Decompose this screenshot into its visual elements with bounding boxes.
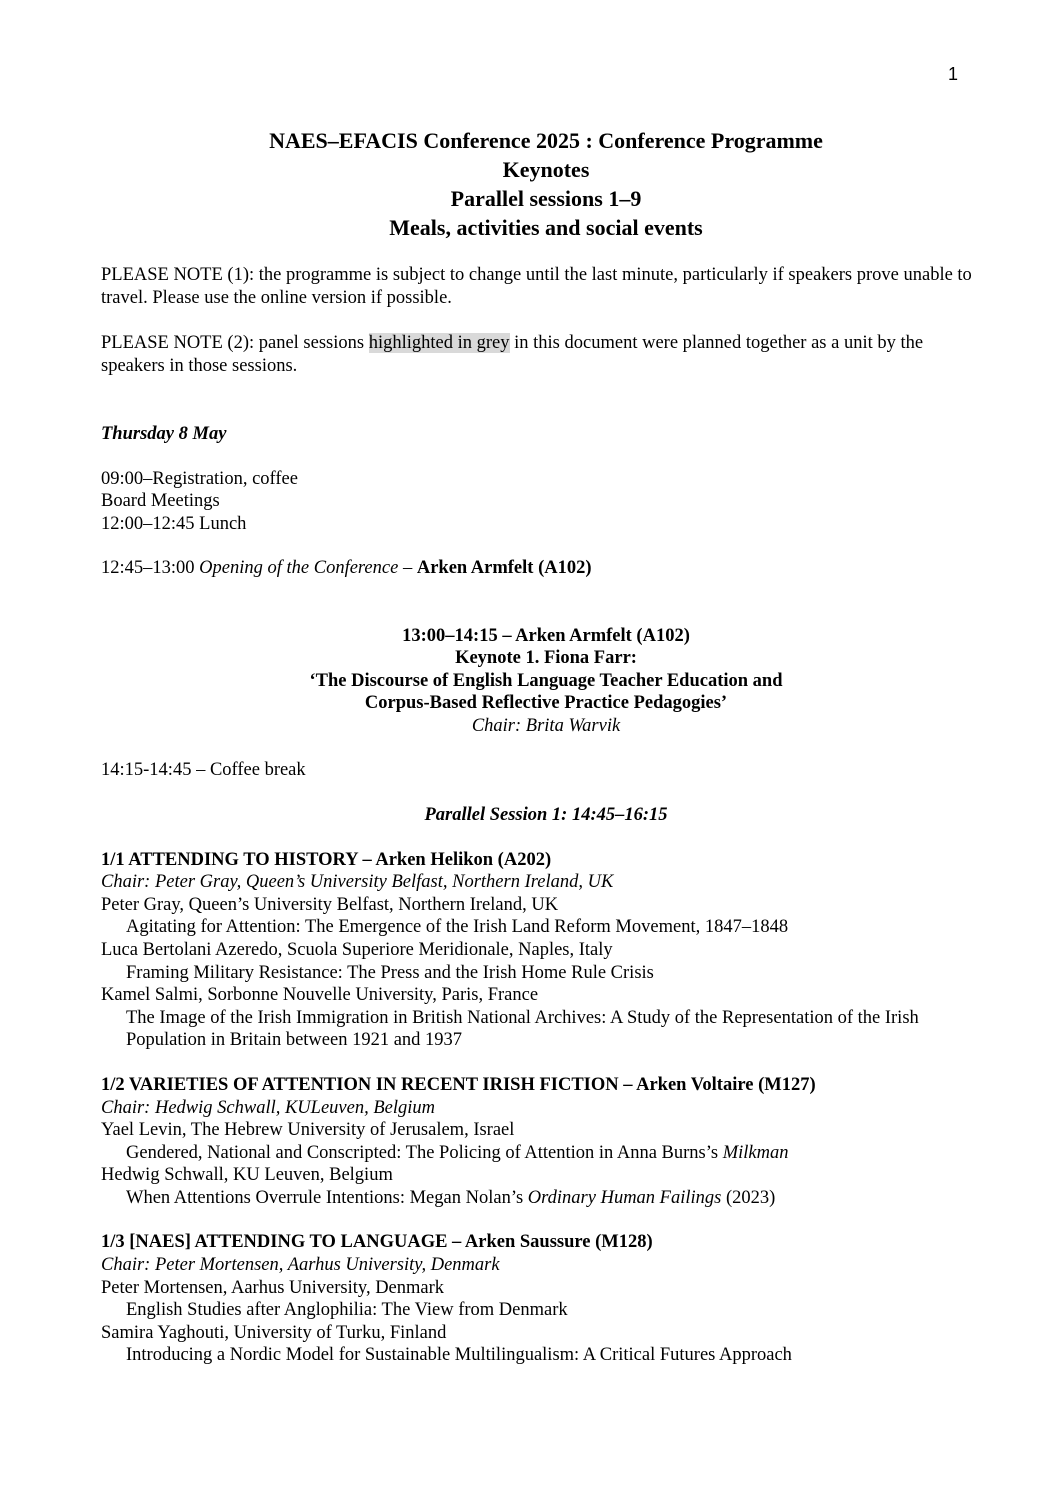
document-title — [101, 126, 991, 242]
page-content — [101, 126, 991, 1367]
note-2 — [101, 332, 991, 378]
session-1-1 — [101, 849, 991, 1052]
title-line: NAES–EFACIS Conference 2025 : Conference Programme — [269, 128, 823, 153]
note-1: PLEASE NOTE (1): the programme is subject to change until the last minute, particularly if speakers prove unable to travel. Please use the online version if possible. — [101, 265, 972, 308]
title-line: Meals, activities and social events — [389, 215, 703, 240]
keynote-block — [101, 625, 991, 738]
keynote-time-venue: 13:00–14:15 – Arken Armfelt (A102) — [402, 625, 690, 646]
speaker: Luca Bertolani Azeredo, Scuola Superiore Meridionale, Naples, Italy — [101, 939, 613, 960]
talk-title-italic: Ordinary Human Failings — [527, 1187, 722, 1208]
session-heading: 1/3 [NAES] ATTENDING TO LANGUAGE – Arken Saussure (M128) — [101, 1232, 653, 1253]
talk-title: Agitating for Attention: The Emergence of the Irish Land Reform Movement, 1847–1848 — [126, 917, 789, 938]
session-chair: Chair: Peter Gray, Queen’s University Belfast, Northern Ireland, UK — [101, 872, 614, 893]
speaker: Peter Mortensen, Aarhus University, Denmark — [101, 1277, 445, 1298]
speaker: Hedwig Schwall, KU Leuven, Belgium — [101, 1165, 393, 1186]
title-line: Parallel sessions 1–9 — [450, 186, 642, 211]
session-1-2 — [101, 1074, 991, 1210]
talk-title-cont: Population in Britain between 1921 and 1937 — [126, 1030, 463, 1051]
opening-event: Opening of the Conference — [199, 558, 399, 579]
talk-title-italic: Milkman — [722, 1142, 789, 1163]
talk-title: English Studies after Anglophilia: The View from Denmark — [126, 1300, 568, 1321]
talk-title: Framing Military Resistance: The Press and the Irish Home Rule Crisis — [126, 962, 654, 983]
talk-title-suffix: (2023) — [721, 1187, 776, 1208]
opening-sep: – — [398, 558, 417, 579]
session-chair: Chair: Hedwig Schwall, KULeuven, Belgium — [101, 1097, 435, 1118]
keynote-talk-line: ‘The Discourse of English Language Teacher Education and — [309, 670, 783, 691]
talk-title: The Image of the Irish Immigration in British National Archives: A Study of the Representation of the Irish — [126, 1007, 919, 1028]
speaker: Samira Yaghouti, University of Turku, Finland — [101, 1322, 447, 1343]
page-number: 1 — [947, 64, 958, 84]
keynote-title: Keynote 1. Fiona Farr: — [455, 648, 637, 669]
parallel-session-heading: Parallel Session 1: 14:45–16:15 — [424, 805, 668, 826]
keynote-talk-line: Corpus-Based Reflective Practice Pedagogies’ — [364, 693, 728, 714]
grey-highlight: highlighted in grey — [368, 333, 510, 353]
speaker: Peter Gray, Queen’s University Belfast, Northern Ireland, UK — [101, 894, 559, 915]
talk-title-text: Gendered, National and Conscripted: The Policing of Attention in Anna Burns’s — [126, 1142, 723, 1163]
session-chair: Chair: Peter Mortensen, Aarhus University, Denmark — [101, 1255, 500, 1276]
note-2-before: PLEASE NOTE (2): panel sessions — [101, 333, 369, 353]
schedule-item: 09:00–Registration, coffee — [101, 468, 298, 489]
coffee-break: 14:15-14:45 – Coffee break — [101, 760, 306, 781]
speaker: Kamel Salmi, Sorbonne Nouvelle University, Paris, France — [101, 985, 539, 1006]
talk-title: Introducing a Nordic Model for Sustainable Multilingualism: A Critical Futures Approach — [126, 1345, 792, 1366]
opening-venue: Arken Armfelt (A102) — [416, 558, 592, 579]
day-heading: Thursday 8 May — [101, 424, 227, 444]
talk-title — [101, 1142, 991, 1165]
note-2-after: in this document were planned together as a unit by the speakers in those sessions. — [101, 333, 924, 376]
opening-time: 12:45–13:00 — [101, 558, 200, 579]
session-heading: 1/2 VARIETIES OF ATTENTION IN RECENT IRISH FICTION – Arken Voltaire (M127) — [101, 1074, 816, 1095]
session-heading: 1/1 ATTENDING TO HISTORY – Arken Helikon (A202) — [101, 849, 552, 870]
schedule-item: 12:00–12:45 Lunch — [101, 513, 247, 534]
session-1-3 — [101, 1231, 991, 1367]
title-line: Keynotes — [502, 157, 590, 182]
schedule-item: Board Meetings — [101, 491, 220, 512]
opening-item — [101, 557, 991, 580]
keynote-chair: Chair: Brita Warvik — [471, 715, 621, 736]
talk-title-text: When Attentions Overrule Intentions: Megan Nolan’s — [126, 1187, 528, 1208]
speaker: Yael Levin, The Hebrew University of Jerusalem, Israel — [101, 1120, 515, 1141]
talk-title — [101, 1187, 991, 1210]
